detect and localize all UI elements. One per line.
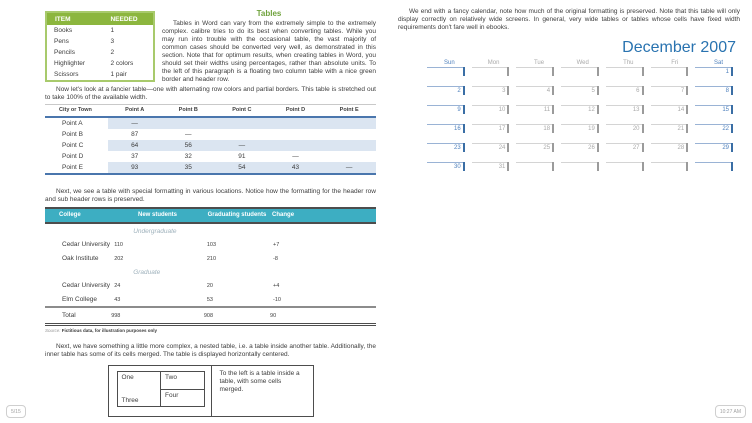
college-row [45, 292, 376, 307]
nested-inner-row [117, 372, 204, 390]
college-cell: 908 [204, 307, 270, 325]
college-cell [45, 265, 111, 278]
calendar-day-cell [651, 67, 689, 86]
points-cell: — [215, 140, 269, 151]
calendar-day-cell [695, 124, 733, 143]
nested-inner-table [117, 371, 205, 407]
points-header-cell: Point E [322, 105, 376, 118]
calendar-day-cell [695, 143, 733, 162]
calendar-day-number: 13 [632, 107, 640, 113]
calendar-day-number: 14 [677, 107, 685, 113]
college-cell: 998 [111, 307, 204, 325]
points-row [45, 117, 376, 129]
supplies-cell: Highlighter [54, 60, 86, 67]
section-heading: Tables [256, 9, 282, 18]
calendar-day-cell [606, 162, 644, 181]
points-cell: Point E [62, 164, 83, 171]
calendar-day-number: 2 [457, 88, 461, 94]
supplies-table [45, 11, 155, 82]
points-cell: Point D [62, 153, 84, 160]
nested-cell-three: Three [121, 397, 139, 404]
calendar-day-cell [427, 124, 465, 143]
points-body [45, 117, 376, 174]
calendar-week-row [427, 86, 733, 105]
points-cell [161, 117, 215, 129]
calendar-day-number [651, 68, 689, 69]
calendar-day-number [472, 68, 510, 69]
college-row [45, 278, 376, 292]
calendar-day-cell [516, 162, 554, 181]
calendar-week-row [427, 124, 733, 143]
college-subheader-label: Undergraduate [133, 228, 177, 235]
page-left [45, 8, 376, 417]
nested-caption-cell: To the left is a table inside a table, with some cells merged. [212, 366, 313, 417]
nested-cell-one: One [121, 374, 134, 381]
college-cell: 20 [206, 282, 213, 289]
calendar-day-cell [651, 124, 689, 143]
calendar-day-number: 12 [588, 107, 595, 113]
source-text: Fictitious data, for illustration purposes only [60, 328, 158, 333]
nested-outer-row [108, 366, 313, 417]
points-cell: 54 [215, 162, 269, 174]
calendar-day-header: Mon [487, 60, 500, 66]
college-cell: Elm College [62, 296, 98, 303]
college-subheader-row [45, 223, 376, 237]
calendar-day-number [606, 68, 644, 69]
points-cell [322, 151, 376, 162]
points-row [45, 129, 376, 140]
college-table [45, 207, 376, 326]
college-cell: +7 [273, 241, 280, 248]
calendar-day-number: 29 [722, 145, 729, 151]
college-subheader-label: Graduate [133, 269, 161, 276]
college-cell: Cedar University [62, 282, 111, 289]
calendar-day-cell [472, 105, 510, 124]
points-header-cell: Point A [108, 105, 162, 118]
college-row [45, 251, 376, 265]
calendar-day-cell [561, 67, 599, 86]
college-cell: -8 [273, 255, 278, 262]
calendar-day-cell [651, 162, 689, 181]
calendar-day-number: 1 [725, 69, 729, 75]
calendar-day-cell [651, 143, 689, 162]
calendar-day-cell [695, 105, 733, 124]
calendar-day-number: 8 [725, 88, 729, 94]
supplies-row [46, 25, 154, 36]
page-indicator[interactable]: 5/15 [6, 405, 26, 418]
source-note [45, 328, 376, 334]
calendar-day-number: 23 [454, 145, 461, 151]
college-cell: 110 [114, 241, 123, 248]
college-cell: 202 [114, 255, 124, 262]
calendar-day-header: Sun [444, 60, 455, 66]
nested-outer-table [108, 365, 314, 417]
nested-table-paragraph: Next, we have something a little more complex, a nested table, i.e. a table inside another table. Additionally, the inner table has some of its cells merged. The table is displayed horizontally centered. [45, 343, 376, 358]
calendar-day-number: 22 [722, 126, 729, 132]
calendar-day-cell [516, 143, 554, 162]
supplies-row [46, 58, 154, 69]
calendar-day-number [427, 68, 465, 69]
supplies-cell: Pencils [54, 49, 75, 56]
calendar-day-cell [561, 105, 599, 124]
points-cell: 56 [161, 140, 215, 151]
calendar-table [420, 58, 740, 181]
calendar-day-number [651, 163, 689, 164]
calendar-week-row [427, 67, 733, 86]
calendar-day-number: 9 [457, 107, 461, 113]
points-cell: — [292, 153, 299, 160]
college-head-row [45, 208, 376, 223]
nested-cell-four: Four [161, 389, 204, 407]
calendar-day-cell [427, 86, 465, 105]
calendar-day-number: 16 [454, 126, 461, 132]
supplies-row [46, 69, 154, 81]
special-formatting-paragraph: Next, we see a table with special formatting in various locations. Notice how the formatting for the header row and sub header rows is preserved. [45, 188, 376, 203]
points-cell [215, 117, 269, 129]
source-label: Source: [45, 328, 61, 333]
calendar-day-number: 21 [677, 126, 685, 132]
college-cell: 103 [206, 241, 217, 248]
calendar-day-cell [695, 67, 733, 86]
calendar-day-cell [472, 86, 510, 105]
college-cell: 210 [206, 255, 217, 262]
calendar-day-number: 24 [498, 145, 506, 151]
clock: 10:27 AM [715, 405, 746, 418]
calendar-day-number [561, 163, 599, 164]
calendar-day-cell [695, 162, 733, 181]
fancier-paragraph: Now let's look at a fancier table—one with alternating row colors and partial borders. This table is stretched out to take 100% of the available width. [45, 86, 376, 101]
calendar-day-cell [427, 105, 465, 124]
nested-outer-cell-left [108, 366, 212, 417]
points-cell: 64 [108, 140, 162, 151]
calendar-day-cell [472, 124, 510, 143]
supplies-cell: 3 [110, 38, 115, 45]
calendar-day-number: 30 [454, 164, 461, 170]
calendar-day-cell [651, 105, 689, 124]
supplies-cell: Pens [54, 38, 69, 45]
points-cell: 93 [108, 162, 162, 174]
calendar-day-header: Wed [576, 60, 589, 66]
points-cell: 37 [131, 153, 139, 160]
calendar-day-number [606, 163, 644, 164]
calendar-day-header: Sat [713, 60, 723, 66]
points-head-row [45, 105, 376, 118]
college-total-row [45, 307, 376, 325]
calendar-day-number: 19 [588, 126, 595, 132]
calendar-day-number: 31 [498, 164, 506, 170]
calendar-day-cell [472, 67, 510, 86]
calendar-title: December 2007 [622, 39, 736, 56]
points-table [45, 104, 376, 175]
calendar-day-cell [695, 86, 733, 105]
college-header-cell: College [45, 208, 111, 223]
calendar-day-cell [427, 162, 465, 181]
calendar-day-number: 18 [543, 126, 551, 132]
points-cell: Point B [62, 131, 83, 138]
points-cell: — [322, 162, 376, 174]
calendar-week-row [427, 143, 733, 162]
college-header-cell: Change [270, 208, 376, 223]
calendar-day-cell [606, 105, 644, 124]
calendar-day-cell [472, 162, 510, 181]
calendar-day-number: 4 [546, 88, 551, 94]
supplies-cell: 2 colors [110, 60, 134, 67]
supplies-body [46, 25, 154, 81]
college-cell: Cedar University [62, 241, 111, 248]
calendar-day-number: 5 [591, 88, 595, 94]
points-cell [322, 117, 376, 129]
calendar-day-cell [561, 143, 599, 162]
points-cell: — [108, 117, 162, 129]
calendar-day-cell [472, 143, 510, 162]
calendar-day-number [516, 163, 554, 164]
calendar-week-row [427, 162, 733, 181]
supplies-cell: Scissors [54, 71, 79, 78]
college-cell [45, 223, 111, 237]
calendar-day-header: Tue [533, 60, 545, 66]
points-cell [322, 129, 376, 140]
calendar-day-cell [516, 86, 554, 105]
points-header-cell: Point D [269, 105, 323, 118]
calendar-day-cell [516, 67, 554, 86]
calendar-day-cell [516, 105, 554, 124]
calendar-day-number: 25 [543, 145, 551, 151]
calendar-day-header: Fri [671, 60, 679, 66]
points-cell: 32 [184, 153, 192, 160]
supplies-cell: 1 [110, 27, 115, 34]
college-row [45, 237, 376, 251]
supplies-cell: 2 [110, 49, 115, 56]
calendar-day-cell [561, 86, 599, 105]
calendar-body [427, 67, 733, 181]
calendar-day-cell [427, 67, 465, 86]
supplies-row [46, 36, 154, 47]
calendar-day-cell [606, 86, 644, 105]
college-body [45, 223, 376, 325]
college-cell: 53 [206, 296, 213, 303]
college-header-cell: Graduating students [204, 208, 270, 223]
points-header-cell: Point C [215, 105, 269, 118]
points-cell: 35 [161, 162, 215, 174]
calendar-day-header: Thu [623, 60, 634, 66]
calendar-day-number [516, 68, 554, 69]
points-cell: — [185, 131, 192, 138]
points-row [45, 151, 376, 162]
points-cell: 43 [269, 162, 323, 174]
calendar-day-cell [516, 124, 554, 143]
points-cell [269, 117, 323, 129]
calendar-day-number: 28 [677, 145, 685, 151]
calendar-intro-paragraph: We end with a fancy calendar, note how much of the original formatting is preserved. Note that this table will only display correctly on relatively wide screens. In general, very wide tables or tables whose cells have fixed width requirements don't fare well in ebooks. [398, 8, 740, 31]
calendar-day-cell [561, 162, 599, 181]
calendar-day-number: 7 [680, 88, 685, 94]
points-row [45, 162, 376, 174]
points-cell [269, 140, 323, 151]
calendar-day-number: 10 [498, 107, 506, 113]
calendar-day-cell [606, 124, 644, 143]
points-cell [215, 129, 269, 140]
college-cell: 43 [114, 296, 121, 303]
calendar-day-number [695, 163, 733, 164]
points-cell [269, 129, 323, 140]
points-header-cell: City or Town [45, 105, 108, 118]
college-cell: Oak Institute [62, 255, 99, 262]
intro-paragraph: Tables in Word can vary from the extremely simple to the extremely complex. calibre tries to do its best when converting tables. While you may run into trouble with the occasional table, the vast majority of common cases should be converted very well, as demonstrated in this section. Note that for optimum results, when creating tables in Word, you should set their widths using percentages, rather than absolute units. To the left of this paragraph is a floating two column table with a nice green border and header row. [162, 20, 376, 83]
calendar-day-number: 3 [502, 88, 506, 94]
supplies-cell: 1 pair [110, 71, 127, 78]
college-header-cell: New students [111, 208, 204, 223]
points-cell: 91 [238, 153, 246, 160]
page-right [398, 8, 740, 181]
points-header-cell: Point B [161, 105, 215, 118]
calendar-day-number: 26 [588, 145, 595, 151]
college-subheader-row [45, 265, 376, 278]
calendar-week-row [427, 105, 733, 124]
calendar-day-cell [651, 86, 689, 105]
college-cell: Total [45, 307, 111, 325]
points-cell: Point C [62, 142, 84, 149]
calendar-day-number: 15 [722, 107, 729, 113]
calendar-day-number: 6 [636, 88, 640, 94]
calendar-day-cell [561, 124, 599, 143]
calendar-day-number: 11 [543, 107, 551, 113]
points-cell: 87 [131, 131, 139, 138]
calendar-day-number [561, 68, 599, 69]
supplies-header-cell: ITEM [46, 12, 106, 25]
calendar-day-cell [427, 143, 465, 162]
points-row [45, 140, 376, 151]
points-cell [322, 140, 376, 151]
calendar-day-number: 17 [498, 126, 506, 132]
calendar-day-cell [606, 143, 644, 162]
merged-cell-stack [122, 374, 157, 404]
supplies-header-cell: NEEDED [106, 12, 154, 25]
nested-cell-two: Two [161, 372, 204, 390]
college-cell: -10 [273, 296, 281, 303]
college-cell: 90 [270, 307, 376, 325]
supplies-row [46, 47, 154, 58]
nested-merged-cell [117, 372, 161, 407]
points-cell: Point A [62, 120, 83, 127]
supplies-head-row [46, 12, 154, 25]
calendar-day-number: 27 [632, 145, 640, 151]
supplies-cell: Books [54, 27, 73, 34]
calendar-day-cell [606, 67, 644, 86]
college-cell: +4 [273, 282, 280, 289]
calendar-day-number: 20 [632, 126, 640, 132]
college-cell: 24 [114, 282, 121, 289]
